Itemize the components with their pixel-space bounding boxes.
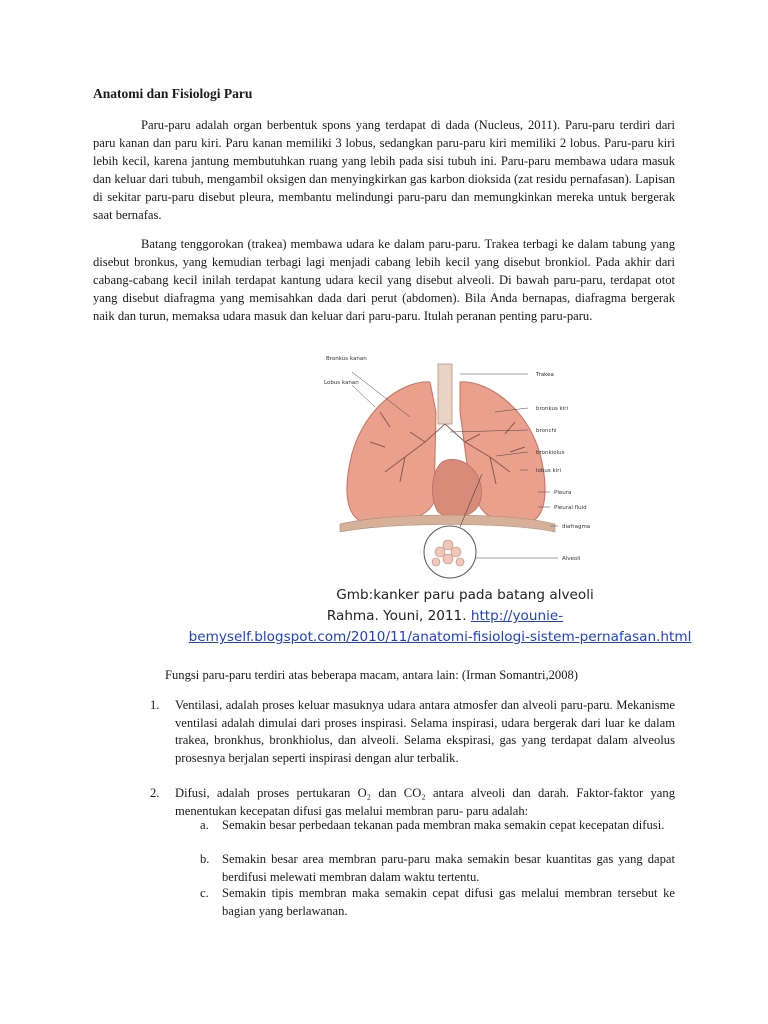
list-number: 2. — [150, 786, 160, 800]
list-item — [150, 697, 675, 767]
list-item-text: Difusi, adalah proses pertukaran O₂ dan CO₂ antara alveoli dan darah. Faktor-faktor yang menentukan kecepatan difusi gas melalui membran paru- paru adalah: — [175, 786, 675, 818]
label-bronkus-kanan: Bronkus kanan — [326, 356, 367, 362]
paragraph-trachea: Batang tenggorokan (trakea) membawa udara ke dalam paru-paru. Trakea terbagi ke dalam tabung yang disebut bronkus, yang kemudian terbagi lagi menjadi cabang lebih kecil yang disebut bronkiol. Pada akhir dari cabang-cabang kecil inilah terdapat kantung udara kecil yang disebut alveoli. Di bawah paru-paru, terdapat otot yang disebut diafragma yang memisahkan dada dari perut (abdomen). Bila Anda bernapas, diafragma bergerak naik dan turun, memaksa udara masuk dan keluar dari paru-paru. Itulah peranan penting paru-paru. — [93, 237, 675, 323]
sublist-letter: a. — [200, 818, 209, 832]
section-heading: Anatomi dan Fisiologi Paru — [93, 86, 253, 101]
alveoli-magnifier — [424, 526, 476, 578]
label-bronkiolus: bronkiolus — [536, 450, 565, 456]
label-pleural-fluid: Pleural fluid — [554, 505, 587, 511]
label-diafragma: diafragma — [562, 524, 591, 530]
trachea-shape — [438, 364, 452, 424]
list-number: 1. — [150, 698, 160, 712]
sublist-item-text: Semakin besar perbedaan tekanan pada membran maka semakin cepat kecepatan difusi. — [222, 818, 665, 832]
lung-illustration — [310, 352, 610, 580]
label-trakea: Trakea — [536, 372, 554, 378]
caption-link-part1[interactable]: http://younie- — [470, 608, 564, 624]
sublist-item-text: Semakin besar area membran paru-paru maka semakin besar kuantitas gas yang dapat berdifusi melewati membran dalam waktu tertentu. — [222, 852, 675, 884]
sublist-item — [200, 817, 675, 835]
label-alveoli: Alveoli — [562, 556, 581, 562]
label-bronchi: bronchi — [536, 428, 557, 434]
right-lung-shape — [347, 382, 436, 524]
sublist-item — [200, 851, 675, 886]
list-item — [150, 785, 675, 820]
caption-link-part2[interactable]: bemyself.blogspot.com/2010/11/anatomi-fisiologi-sistem-pernafasan.html — [188, 629, 692, 645]
label-lobus-kanan: Lobus kanan — [324, 380, 359, 386]
functions-intro: Fungsi paru-paru terdiri atas beberapa macam, antara lain: (Irman Somantri,2008) — [165, 668, 578, 682]
lung-anatomy-figure — [310, 352, 610, 580]
sublist-item-text: Semakin tipis membran maka semakin cepat difusi gas melalui membran tersebut ke bagian yang berlawanan. — [222, 886, 675, 918]
sublist-item — [200, 885, 675, 920]
paragraph-lungs-intro: Paru-paru adalah organ berbentuk spons yang terdapat di dada (Nucleus, 2011). Paru-paru terdiri dari paru kanan dan paru kiri. Paru kanan memiliki 3 lobus, sedangkan paru-paru kiri memiliki 2 lobus. Paru-paru kiri lebih kecil, karena jantung membutuhkan ruang yang lebih pada sisi tubuh ini. Paru-paru membawa udara masuk dan keluar dari tubuh, mengambil oksigen dan menyingkirkan gas karbon dioksida (zat residu pernafasan). Lapisan di sekitar paru-paru disebut pleura, membantu melindungi paru-paru dan memungkinkan mereka untuk bergerak saat bernafas. — [93, 118, 675, 222]
caption-author: Rahma. Youni, 2011. — [326, 608, 471, 624]
sublist-letter: c. — [200, 886, 209, 900]
sublist-letter: b. — [200, 852, 210, 866]
label-pleura: Pleura — [554, 490, 572, 496]
label-lobus-kiri: lobus kiri — [536, 468, 561, 474]
figure-caption-url — [110, 627, 768, 648]
label-bronkus-kiri: bronkus kiri — [536, 406, 569, 412]
figure-caption-title: Gmb:kanker paru pada batang alveoli — [336, 587, 594, 603]
list-item-text: Ventilasi, adalah proses keluar masuknya udara antara atmosfer dan alveoli paru-paru. Mekanisme ventilasi adalah dimulai dari proses inspirasi. Selama inspirasi, udara bergerak dari luar ke dalam trakea, bronkhus, bronkhiolus, dan alveoli. Selama ekspirasi, gas yang terdapat dalam alveolus prosesnya berjalan seperti inspirasi dengan alur terbalik. — [175, 698, 675, 765]
figure-caption-source — [120, 606, 768, 627]
